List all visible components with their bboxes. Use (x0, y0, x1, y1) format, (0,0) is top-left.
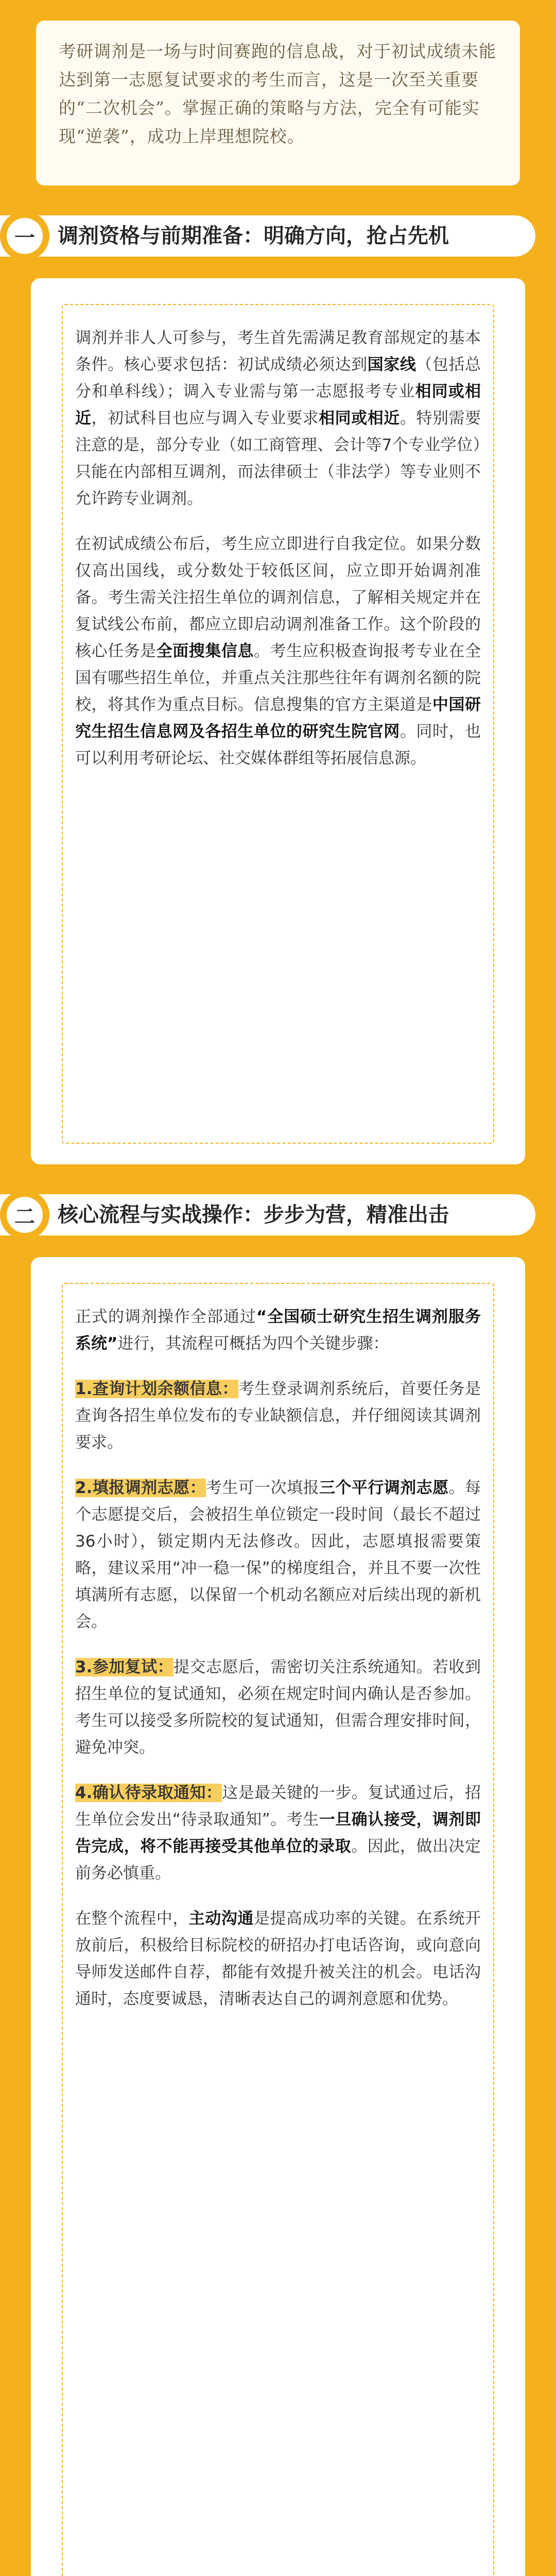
paragraph: 在初试成绩公布后，考生应立即进行自我定位。如果分数仅高出国线，或分数处于较低区间，应立即开始调剂准备。考生需关注招生单位的调剂信息，了解相关规定并在复试线公布前，都应立即启动调剂准备工作。这个阶段的核心任务是全面搜集信息。考生应积极查询报考专业在全国有哪些招生单位，并重点关注那些往年有调剂名额的院校，将其作为重点目标。信息搜集的官方主渠道是中国研究生招生信息网及各招生单位的研究生院官网。同时，也可以利用考研论坛、社交媒体群组等拓展信息源。 (75, 535, 481, 768)
section-header-1 (0, 211, 556, 261)
step-3: 3.参加复试：提交志愿后，需密切关注系统通知。若收到招生单位的复试通知，必须在规定时间内确认是否参加。考生可以接受多所院校的复试通知，但需合理安排时间，避免冲突。 (75, 1658, 481, 1757)
intro-card (36, 21, 520, 185)
paragraph: 正式的调剂操作全部通过“全国硕士研究生招生调剂服务系统”进行，其流程可概括为四个关键步骤： (75, 1308, 481, 1353)
step-2: 2.填报调剂志愿：考生可一次填报三个平行调剂志愿。每个志愿提交后，会被招生单位锁定一段时间（最长不超过36小时），锁定期内无法修改。因此，志愿填报需要策略，建议采用“冲一稳一保”的梯度组合，并且不要一次性填满所有志愿，以保留一个机动名额应对后续出现的新机会。 (75, 1479, 481, 1631)
section-header-2 (0, 1190, 556, 1240)
intro-text: 考研调剂是一场与时间赛跑的信息战，对于初试成绩未能达到第一志愿复试要求的考生而言，这是一次至关重要的“二次机会”。掌握正确的策略与方法，完全有可能实现“逆袭”，成功上岸理想院校。 (59, 41, 496, 146)
section-title: 调剂资格与前期准备：明确方向，抢占先机 (58, 224, 449, 248)
paragraph: 调剂并非人人可参与，考生首先需满足教育部规定的基本条件。核心要求包括：初试成绩必须达到国家线（包括总分和单科线）；调入专业需与第一志愿报考专业相同或相近，初试科目也应与调入专业要求相同或相近。特别需要注意的是，部分专业（如工商管理、会计等7个专业学位）只能在内部相互调剂，而法律硕士（非法学）等专业则不允许跨专业调剂。 (75, 329, 481, 508)
section-number-badge: 一 (0, 211, 49, 261)
section-title: 核心流程与实战操作：步步为营，精准出击 (58, 1203, 449, 1227)
section-number-badge: 二 (0, 1190, 49, 1240)
step-1: 1.查询计划余额信息：考生登录调剂系统后，首要任务是查询各招生单位发布的专业缺额信息，并仔细阅读其调剂要求。 (75, 1380, 481, 1452)
paragraph: 在整个流程中，主动沟通是提高成功率的关键。在系统开放前后，积极给目标院校的研招办打电话咨询，或向意向导师发送邮件自荐，都能有效提升被关注的机会。电话沟通时，态度要诚恳，清晰表达自己的调剂意愿和优势。 (75, 1909, 481, 2008)
step-4: 4.确认待录取通知：这是最关键的一步。复试通过后，招生单位会发出“待录取通知”。考生一旦确认接受，调剂即告完成，将不能再接受其他单位的录取。因此，做出决定前务必慎重。 (75, 1784, 481, 1883)
section-card-2 (31, 1257, 525, 2576)
section-card-1 (31, 278, 525, 1164)
